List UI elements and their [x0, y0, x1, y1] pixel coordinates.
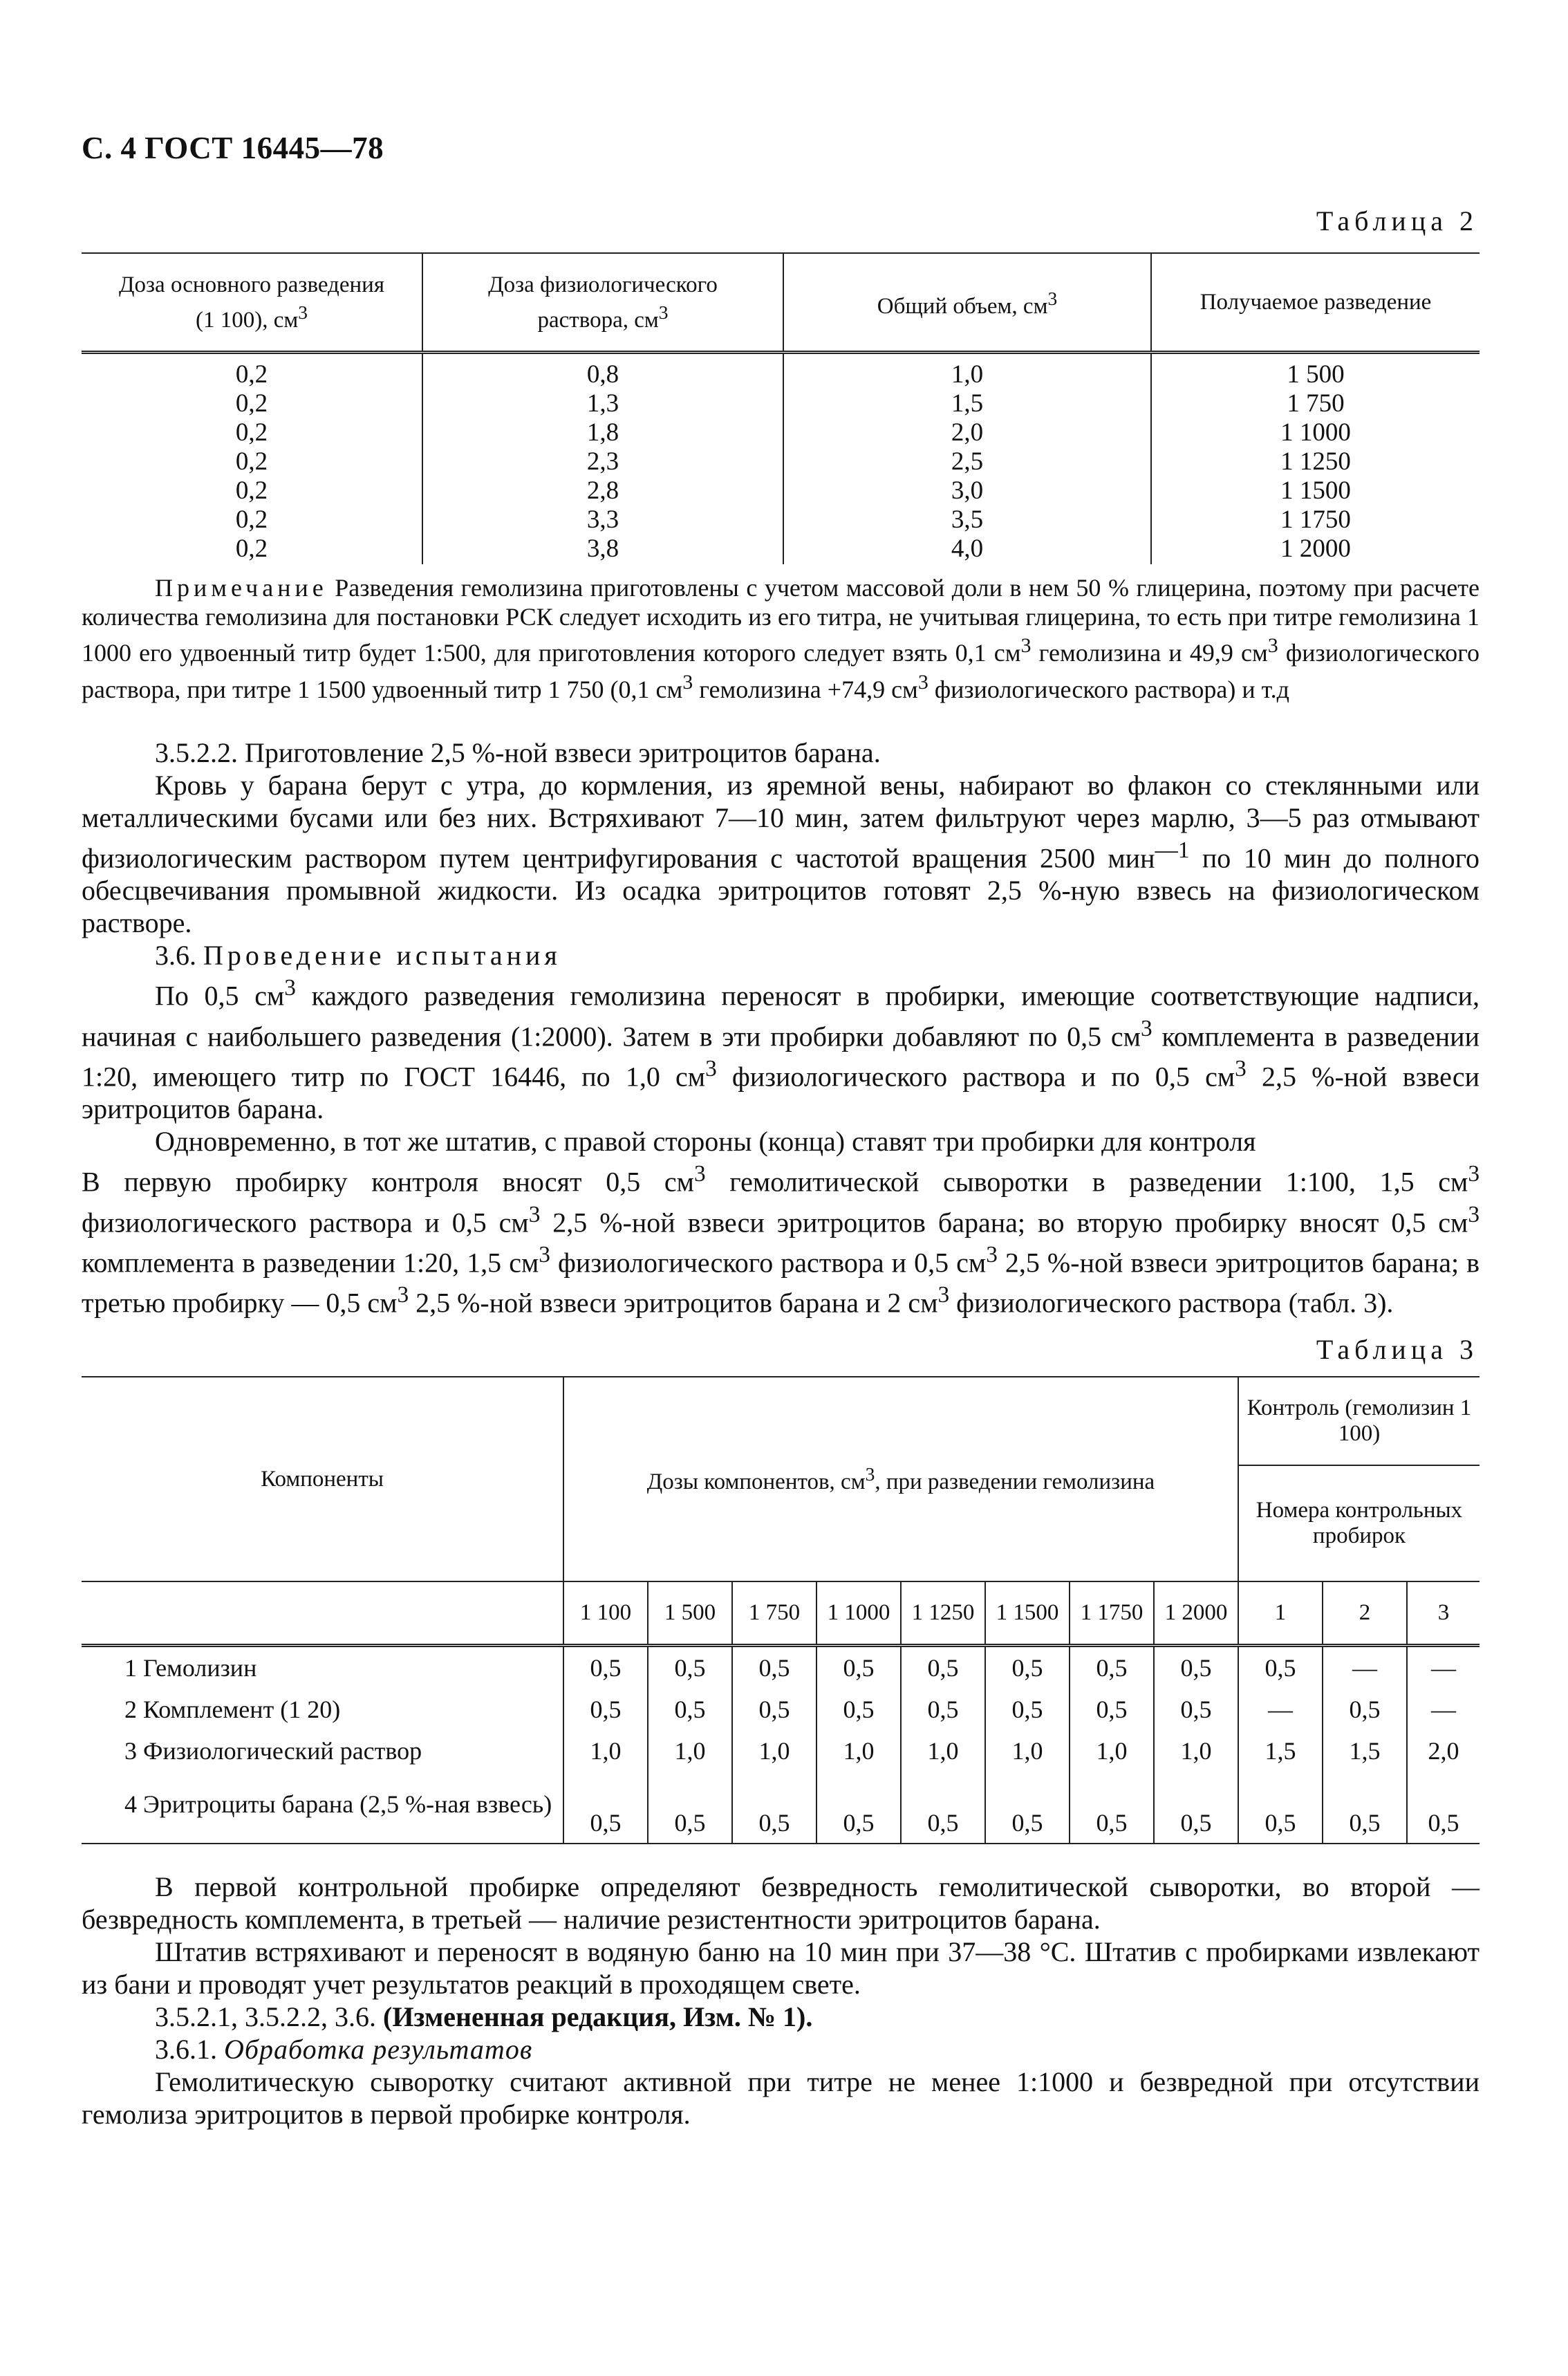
table-cell: 0,5 — [901, 1645, 985, 1689]
t2-header-2: Доза физиологического раствора, $см^3$ — [422, 253, 783, 353]
t3-dilution: 1 750 — [732, 1581, 816, 1645]
table-cell: 1,0 — [648, 1730, 732, 1772]
table3-caption: Таблица 3 — [1316, 1334, 1478, 1365]
t3-header-doses: Дозы компонентов, $см^3$, при разведении гемолизина — [563, 1377, 1238, 1581]
table-row: 3 Физиологический раствор 1,0 1,0 1,0 1,0 1,0 1,0 1,0 1,0 1,5 1,5 2,0 — [82, 1730, 1480, 1772]
table-cell: 0,5 — [985, 1689, 1070, 1730]
table-cell: 0,2 — [235, 476, 268, 505]
section-3-5-2-2-text: Кровь у барана берут с утра, до кормления, из яремной вены, набирают во флакон со стеклянными или металлическими бусами или без них. Встряхивают 7—10 мин, затем фильтруют через марлю, 3—5 раз отмывают физиологическим раствором путем центрифугирования с частотой вращения 2500 мин$^{—1}$ по 10 мин до полного обесцвечивания промывной жидкости. Из осадка эритроцитов готовят 2,5 %-ную взвесь на физиологическом растворе. — [82, 770, 1480, 939]
table-cell: 1 1750 — [1280, 505, 1351, 534]
table-cell: 1,0 — [1154, 1730, 1238, 1772]
table-cell: 1,0 — [816, 1730, 901, 1772]
t3-header-components: Компоненты — [82, 1377, 563, 1581]
table-cell: 1 750 — [1287, 389, 1345, 418]
table2-caption: Таблица 2 — [1316, 205, 1478, 236]
table-cell: 0,2 — [235, 389, 268, 418]
table-cell: 3,3 — [586, 505, 619, 534]
section-3-6-title: 3.6. Проведение испытания — [155, 940, 561, 972]
table-cell: 0,5 — [1070, 1645, 1154, 1689]
table-cell: 1,5 — [951, 389, 984, 418]
table-cell: 1,0 — [732, 1730, 816, 1772]
section-3-5-2-2-title: 3.5.2.2. Приготовление 2,5 %-ной взвеси эритроцитов барана. — [155, 737, 881, 768]
table-cell: 4,0 — [951, 535, 984, 563]
after-table-text — [82, 1871, 1480, 2131]
table2-note: Примечание Разведения гемолизина приготовлены с учетом массовой доли в нем 50 % глицерина, поэтому при расчете количества гемолизина для постановки РСК следует исходить из его титра, не учитывая глицерина, то есть при титре гемолизина 1 1000 его удвоенный титр будет 1:500, для приготовления которого следует взять 0,1 $см^3$ гемолизина и 49,9 $см^3$ физиологического раствора, при титре 1 1500 удвоенный титр 1 750 (0,1 $см^3$ гемолизина +74,9 $см^3$ физиологического раствора) и т.д — [82, 574, 1480, 703]
section-3-6-p3: В первую пробирку контроля вносят 0,5 $см^3$ гемолитической сыворотки в разведении 1:100, 1,5 $см^3$ физиологического раствора и 0,5 $см^3$ 2,5 %-ной взвеси эритроцитов барана; во вторую пробирку вносят 0,5 $см^3$ комплемента в разведении 1:20, 1,5 $см^3$ физиологического раствора и 0,5 $см^3$ 2,5 %-ной взвеси эритроцитов барана; в третью пробирку — 0,5 $см^3$ 2,5 %-ной взвеси эритроцитов барана и 2 $см^3$ физиологического раствора (табл. 3). — [82, 1161, 1480, 1319]
t3-tube-number: 2 — [1323, 1581, 1407, 1645]
table-2 — [82, 252, 1480, 564]
t3-tube-number: 3 — [1407, 1581, 1480, 1645]
table-cell: 0,5 — [1407, 1772, 1480, 1844]
table-cell: 0,5 — [901, 1689, 985, 1730]
table-cell: 0,5 — [1154, 1772, 1238, 1844]
table-cell: 0,5 — [1238, 1645, 1323, 1689]
t3-tube-number: 1 — [1238, 1581, 1323, 1645]
table-cell: 1,0 — [563, 1730, 648, 1772]
table-cell: 0,8 — [586, 360, 619, 389]
paragraph-amendment: 3.5.2.1, 3.5.2.2, 3.6. (Измененная редакция, Изм. № 1). — [155, 2001, 813, 2032]
table-row: 2 Комплемент (1 20) 0,5 0,5 0,5 0,5 0,5 0,5 0,5 0,5 — 0,5 — — [82, 1689, 1480, 1730]
table-cell: 2,5 — [951, 447, 984, 476]
table-cell: 0,5 — [648, 1645, 732, 1689]
table-cell: 0,2 — [235, 505, 268, 534]
table-cell: 1,0 — [951, 360, 984, 389]
table-cell: 1 1500 — [1280, 476, 1351, 505]
t3-dilution: 1 1750 — [1070, 1581, 1154, 1645]
t3-dilution: 1 500 — [648, 1581, 732, 1645]
table-cell: 0,5 — [563, 1645, 648, 1689]
page-header: С. 4 ГОСТ 16445—78 — [82, 131, 384, 165]
table-cell: 0,2 — [235, 535, 268, 563]
t2-col-3 — [783, 353, 1151, 565]
table-cell: 0,5 — [985, 1772, 1070, 1844]
table-cell: 0,5 — [1154, 1689, 1238, 1730]
table-cell: 0,5 — [901, 1772, 985, 1844]
paragraph-controls: В первой контрольной пробирке определяют безвредность гемолитической сыворотки, во второй — безвредность комплемента, в третьей — наличие резистентности эритроцитов барана. — [82, 1871, 1480, 1935]
table-cell: 0,5 — [816, 1772, 901, 1844]
table-cell: 0,5 — [816, 1689, 901, 1730]
table-cell: 0,5 — [1323, 1772, 1407, 1844]
table-cell: — — [1238, 1689, 1323, 1730]
table-cell: 1,0 — [901, 1730, 985, 1772]
table-cell: — — [1407, 1689, 1480, 1730]
table-cell: 1,8 — [586, 418, 619, 447]
table-cell: 0,5 — [563, 1689, 648, 1730]
table-cell: 0,5 — [732, 1645, 816, 1689]
table-cell: 0,2 — [235, 418, 268, 447]
t2-col-4 — [1151, 353, 1480, 565]
table-cell: 1 2000 — [1280, 535, 1351, 563]
table-cell: 0,2 — [235, 360, 268, 389]
t2-col-1 — [82, 353, 422, 565]
table-cell: — — [1407, 1645, 1480, 1689]
t3-header-blank — [82, 1581, 563, 1645]
table-cell: 3,5 — [951, 505, 984, 534]
table-cell: 2,3 — [586, 447, 619, 476]
table-cell: 0,5 — [1070, 1772, 1154, 1844]
table-cell: 0,5 — [1070, 1689, 1154, 1730]
section-3-6-1-title: 3.6.1. Обработка результатов — [155, 2034, 533, 2065]
table-row: 1 Гемолизин 0,5 0,5 0,5 0,5 0,5 0,5 0,5 0,5 0,5 — — — [82, 1645, 1480, 1689]
table-row: 4 Эритроциты барана (2,5 %-ная взвесь) 0,5 0,5 0,5 0,5 0,5 0,5 0,5 0,5 0,5 0,5 0,5 — [82, 1772, 1480, 1844]
t3-dilution: 1 100 — [563, 1581, 648, 1645]
section-3-5-2-2 — [82, 736, 1480, 1319]
table-cell: 2,8 — [586, 476, 619, 505]
table-cell: 1,5 — [1323, 1730, 1407, 1772]
table-3 — [82, 1376, 1480, 1844]
table-cell: 0,5 — [1238, 1772, 1323, 1844]
t2-header-4: Получаемое разведение — [1151, 253, 1480, 353]
paragraph-incubation: Штатив встряхивают и переносят в водяную баню на 10 мин при 37—38 °С. Штатив с пробирками извлекают из бани и проводят учет результатов реакций в проходящем свете. — [82, 1936, 1480, 2000]
table-cell: 0,2 — [235, 447, 268, 476]
table-cell: 1 1000 — [1280, 418, 1351, 447]
table-cell: 0,5 — [648, 1772, 732, 1844]
table-cell: 0,5 — [732, 1772, 816, 1844]
t2-header-3: Общий объем, $см^3$ — [783, 253, 1151, 353]
table-cell: 2,0 — [1407, 1730, 1480, 1772]
section-3-6-p2: Одновременно, в тот же штатив, с правой стороны (конца) ставят три пробирки для контроля — [155, 1126, 1256, 1158]
table-cell: 1,0 — [1070, 1730, 1154, 1772]
table-cell: 3,8 — [586, 535, 619, 563]
table-cell: 0,5 — [648, 1689, 732, 1730]
table-cell: 1,3 — [586, 389, 619, 418]
table-cell: 0,5 — [732, 1689, 816, 1730]
table-cell: 0,5 — [985, 1645, 1070, 1689]
table-cell: 1 1250 — [1280, 447, 1351, 476]
table-cell: 0,5 — [1154, 1645, 1238, 1689]
table-cell: 0,5 — [1323, 1689, 1407, 1730]
note-label: Примечание — [155, 574, 328, 602]
table-cell: 0,5 — [816, 1645, 901, 1689]
table-cell: 1,5 — [1238, 1730, 1323, 1772]
table-cell: 2,0 — [951, 418, 984, 447]
table-cell: 1 500 — [1287, 360, 1345, 389]
t3-dilution: 1 1000 — [816, 1581, 901, 1645]
t3-header-tubes: Номера контрольных пробирок — [1238, 1465, 1480, 1581]
t3-dilution: 1 1250 — [901, 1581, 985, 1645]
t2-col-2 — [422, 353, 783, 565]
table-cell: 0,5 — [563, 1772, 648, 1844]
t3-dilution: 1 2000 — [1154, 1581, 1238, 1645]
t3-header-control: Контроль (гемолизин 1 100) — [1238, 1377, 1480, 1465]
t3-dilution: 1 1500 — [985, 1581, 1070, 1645]
table-cell: 1,0 — [985, 1730, 1070, 1772]
t2-header-1: Доза основного разведения (1 100), $см^3$ — [82, 253, 422, 353]
section-3-6-p1: По 0,5 $см^3$ каждого разведения гемолизина переносят в пробирки, имеющие соответствующие надписи, начиная с наибольшего разведения (1:2000). Затем в эти пробирки добавляют по 0,5 $см^3$ комплемента в разведении 1:20, имеющего титр по ГОСТ 16446, по 1,0 $см^3$ физиологического раствора и по 0,5 $см^3$ 2,5 %-ной взвеси эритроцитов барана. — [82, 975, 1480, 1125]
table-cell: 3,0 — [951, 476, 984, 505]
table-cell: — — [1323, 1645, 1407, 1689]
paragraph-results: Гемолитическую сыворотку считают активной при титре не менее 1:1000 и безвредной при отсутствии гемолиза эритроцитов в первой пробирке контроля. — [82, 2066, 1480, 2130]
